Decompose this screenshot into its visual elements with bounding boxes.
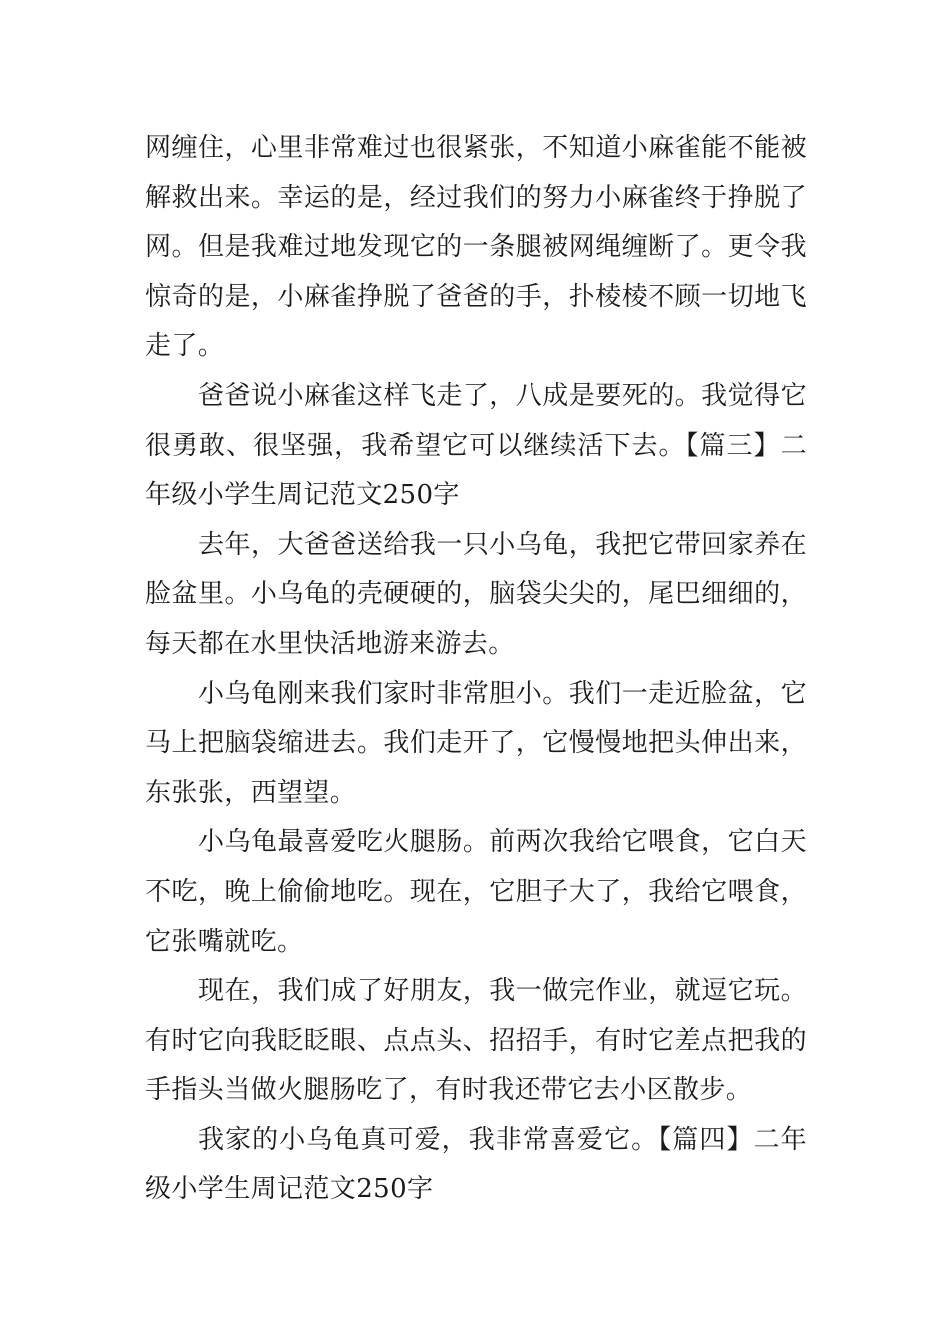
paragraph-2: 爸爸说小麻雀这样飞走了，八成是要死的。我觉得它很勇敢、很坚强，我希望它可以继续活下去。【篇三】二年级小学生周记范文250字	[145, 380, 807, 511]
paragraph-6: 现在，我们成了好朋友，我一做完作业，就逗它玩。有时它向我眨眨眼、点点头、招招手，有时它差点把我的手指头当做火腿肠吃了，有时我还带它去小区散步。	[145, 976, 807, 1106]
body-text	[145, 124, 807, 1215]
paragraph-7: 我家的小乌龟真可爱，我非常喜爱它。【篇四】二年级小学生周记范文250字	[145, 1124, 807, 1205]
paragraph-1: 网缠住，心里非常难过也很紧张，不知道小麻雀能不能被解救出来。幸运的是，经过我们的努力小麻雀终于挣脱了网。但是我难过地发现它的一条腿被网绳缠断了。更令我惊奇的是，小麻雀挣脱了爸爸的手，扑棱棱不顾一切地飞走了。	[145, 133, 807, 362]
paragraph-4: 小乌龟刚来我们家时非常胆小。我们一走近脸盆，它马上把脑袋缩进去。我们走开了，它慢慢地把头伸出来，东张张，西望望。	[145, 678, 807, 808]
paragraph-3: 去年，大爸爸送给我一只小乌龟，我把它带回家养在脸盆里。小乌龟的壳硬硬的，脑袋尖尖的，尾巴细细的，每天都在水里快活地游来游去。	[145, 529, 807, 659]
paragraph-5: 小乌龟最喜爱吃火腿肠。前两次我给它喂食，它白天不吃，晚上偷偷地吃。现在，它胆子大了，我给它喂食，它张嘴就吃。	[145, 827, 807, 957]
